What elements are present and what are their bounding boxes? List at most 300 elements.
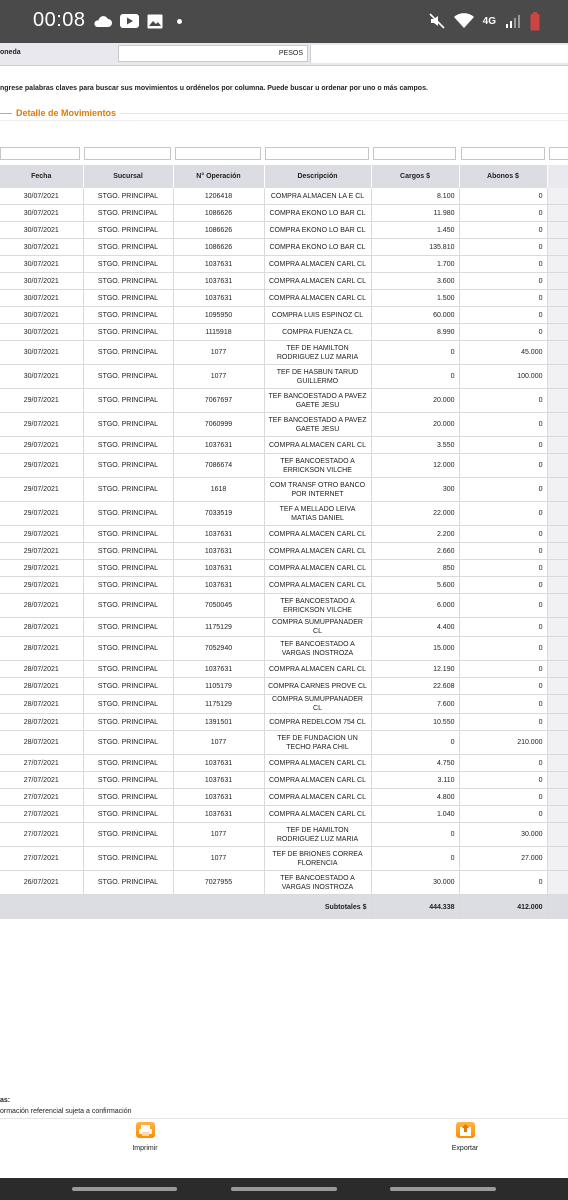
cell-cargos: 0 [371,847,459,871]
cell-extra [547,188,568,205]
table-row [0,341,568,365]
cell-sucursal: STGO. PRINCIPAL [83,847,173,871]
cell-fecha: 28/07/2021 [0,661,83,678]
cell-extra [547,526,568,543]
table-row [0,478,568,502]
cell-operacion: 7060999 [173,413,264,437]
cell-extra [547,678,568,695]
cell-sucursal: STGO. PRINCIPAL [83,239,173,256]
cell-descripcion: TEF BANCOESTADO A VARGAS INOSTROZA [264,637,371,661]
cell-abonos: 0 [459,188,547,205]
section-divider [0,120,568,121]
table-row [0,847,568,871]
cell-descripcion: COMPRA ALMACEN CARL CL [264,437,371,454]
cell-sucursal: STGO. PRINCIPAL [83,661,173,678]
cell-sucursal: STGO. PRINCIPAL [83,437,173,454]
wifi-icon [454,13,474,29]
print-label: Imprimir [132,1145,158,1152]
cell-operacion: 1105179 [173,678,264,695]
cell-fecha: 30/07/2021 [0,273,83,290]
cell-sucursal: STGO. PRINCIPAL [83,695,173,714]
cell-extra [547,637,568,661]
cell-extra [547,772,568,789]
table-row [0,526,568,543]
system-nav-bar [0,1178,568,1200]
cell-descripcion: COMPRA ALMACEN CARL CL [264,577,371,594]
cell-operacion: 1095950 [173,307,264,324]
cell-descripcion: TEF BANCOESTADO A PAVEZ GAETE JESU [264,413,371,437]
cell-cargos: 22.000 [371,502,459,526]
cell-abonos: 0 [459,239,547,256]
signal-icon [505,13,521,29]
cell-sucursal: STGO. PRINCIPAL [83,577,173,594]
cell-extra [547,437,568,454]
table-row [0,502,568,526]
cell-extra [547,847,568,871]
cell-abonos: 0 [459,772,547,789]
cell-sucursal: STGO. PRINCIPAL [83,772,173,789]
notes-title: as: [0,1097,11,1104]
section-divider [120,113,568,114]
column-header-sucursal[interactable]: Sucursal [83,165,173,188]
cell-sucursal: STGO. PRINCIPAL [83,731,173,755]
cell-sucursal: STGO. PRINCIPAL [83,188,173,205]
cell-cargos: 135.810 [371,239,459,256]
table-row [0,678,568,695]
export-label: Exportar [451,1145,479,1152]
subtotal-label: Subtotales $ [0,895,371,920]
cell-operacion: 1175129 [173,695,264,714]
cell-sucursal: STGO. PRINCIPAL [83,823,173,847]
cell-cargos: 8.100 [371,188,459,205]
cell-extra [547,823,568,847]
search-instructions: ngrese palabras claves para buscar sus movimientos u ordénelos por columna. Puede buscar u ordenar por uno o más campos. [0,85,428,92]
cell-sucursal: STGO. PRINCIPAL [83,618,173,637]
cell-abonos: 45.000 [459,341,547,365]
cell-cargos: 2.200 [371,526,459,543]
table-row [0,806,568,823]
cell-extra [547,273,568,290]
cell-abonos: 210.000 [459,731,547,755]
cell-operacion: 7052940 [173,637,264,661]
export-button[interactable] [425,1122,505,1152]
cell-sucursal: STGO. PRINCIPAL [83,594,173,618]
cell-cargos: 10.550 [371,714,459,731]
table-row [0,273,568,290]
cell-operacion: 1618 [173,478,264,502]
cell-cargos: 22.608 [371,678,459,695]
cell-fecha: 30/07/2021 [0,222,83,239]
cell-operacion: 7033519 [173,502,264,526]
cell-cargos: 0 [371,731,459,755]
cell-descripcion: TEF BANCOESTADO A ERRICKSON VILCHE [264,594,371,618]
cell-sucursal: STGO. PRINCIPAL [83,290,173,307]
cell-fecha: 30/07/2021 [0,205,83,222]
cell-sucursal: STGO. PRINCIPAL [83,871,173,895]
table-row [0,577,568,594]
cell-operacion: 1077 [173,341,264,365]
cell-descripcion: COMPRA SUMUPPANADER CL [264,695,371,714]
cell-sucursal: STGO. PRINCIPAL [83,789,173,806]
table-row [0,731,568,755]
cell-abonos: 0 [459,806,547,823]
table-row [0,871,568,895]
cell-operacion: 1391501 [173,714,264,731]
subtotal-abonos: 412.000 [459,895,547,920]
footer-divider [0,1118,568,1119]
cell-cargos: 1.500 [371,290,459,307]
cell-operacion: 1037631 [173,577,264,594]
cell-sucursal: STGO. PRINCIPAL [83,205,173,222]
cell-descripcion: TEF DE BRIONES CORREA FLORENCIA [264,847,371,871]
notification-dot-icon [177,19,182,24]
cell-fecha: 26/07/2021 [0,871,83,895]
cell-descripcion: COMPRA ALMACEN CARL CL [264,273,371,290]
currency-value: PESOS [278,50,303,57]
table-row [0,222,568,239]
cell-operacion: 1115918 [173,324,264,341]
cloud-icon [92,15,112,28]
cell-fecha: 30/07/2021 [0,307,83,324]
cell-abonos: 0 [459,526,547,543]
cell-cargos: 12.000 [371,454,459,478]
table-row [0,188,568,205]
table-row [0,789,568,806]
cell-fecha: 30/07/2021 [0,341,83,365]
cell-fecha: 27/07/2021 [0,806,83,823]
table-row [0,661,568,678]
cell-fecha: 30/07/2021 [0,324,83,341]
section-title: Detalle de Movimientos [16,108,117,118]
cell-cargos: 20.000 [371,413,459,437]
cell-extra [547,695,568,714]
cell-extra [547,222,568,239]
cell-abonos: 0 [459,256,547,273]
cell-cargos: 5.600 [371,577,459,594]
cell-operacion: 1077 [173,365,264,389]
cell-operacion: 7027955 [173,871,264,895]
cell-cargos: 15.000 [371,637,459,661]
cell-descripcion: COMPRA SUMUPPANADER CL [264,618,371,637]
cell-fecha: 28/07/2021 [0,637,83,661]
cell-sucursal: STGO. PRINCIPAL [83,341,173,365]
table-row [0,618,568,637]
column-header-cargos[interactable]: Cargos $ [371,165,459,188]
cell-abonos: 0 [459,324,547,341]
cell-abonos: 0 [459,543,547,560]
cell-descripcion: COMPRA CARNES PROVE CL [264,678,371,695]
cell-operacion: 1175129 [173,618,264,637]
cell-descripcion: COMPRA FUENZA CL [264,324,371,341]
nav-home-button[interactable] [231,1187,337,1191]
table-row [0,543,568,560]
notes-text: ormación referencial sujeta a confirmación [0,1108,132,1115]
cell-sucursal: STGO. PRINCIPAL [83,256,173,273]
cell-sucursal: STGO. PRINCIPAL [83,755,173,772]
table-row [0,365,568,389]
cell-operacion: 1037631 [173,290,264,307]
cell-extra [547,714,568,731]
table-row [0,307,568,324]
export-icon [456,1122,475,1138]
column-header-descripcion[interactable]: Descripción [264,165,371,188]
filter-input-cargos[interactable] [373,147,456,160]
cell-cargos: 3.600 [371,273,459,290]
currency-row [0,43,568,66]
cell-sucursal: STGO. PRINCIPAL [83,714,173,731]
cell-cargos: 1.700 [371,256,459,273]
cell-cargos: 4.800 [371,789,459,806]
cell-cargos: 4.750 [371,755,459,772]
cell-sucursal: STGO. PRINCIPAL [83,324,173,341]
column-filters [0,147,568,163]
cell-operacion: 1037631 [173,560,264,577]
table-header-row [0,165,568,188]
cell-descripcion: COMPRA LUIS ESPINOZ CL [264,307,371,324]
cell-descripcion: COMPRA ALMACEN CARL CL [264,661,371,678]
cell-descripcion: COMPRA EKONO LO BAR CL [264,222,371,239]
cell-fecha: 30/07/2021 [0,365,83,389]
cell-fecha: 28/07/2021 [0,714,83,731]
cell-extra [547,871,568,895]
cell-cargos: 60.000 [371,307,459,324]
cell-abonos: 0 [459,871,547,895]
cell-fecha: 29/07/2021 [0,543,83,560]
cell-cargos: 300 [371,478,459,502]
cell-abonos: 0 [459,577,547,594]
table-row [0,594,568,618]
cell-abonos: 30.000 [459,823,547,847]
cell-cargos: 1.450 [371,222,459,239]
youtube-icon [120,14,139,28]
cell-abonos: 0 [459,222,547,239]
column-header-fecha[interactable]: Fecha [0,165,83,188]
subtotal-row [0,895,568,920]
cell-abonos: 0 [459,695,547,714]
filter-input-operacion[interactable] [175,147,261,160]
table-row [0,437,568,454]
cell-cargos: 6.000 [371,594,459,618]
cell-fecha: 29/07/2021 [0,577,83,594]
cell-extra [547,478,568,502]
cell-abonos: 0 [459,560,547,577]
cell-descripcion: COMPRA ALMACEN CARL CL [264,560,371,577]
cell-extra [547,661,568,678]
mute-icon [429,13,445,29]
column-header-abonos[interactable]: Abonos $ [459,165,547,188]
currency-label: oneda [0,49,21,56]
table-row [0,823,568,847]
cell-sucursal: STGO. PRINCIPAL [83,413,173,437]
cell-extra [547,560,568,577]
cell-abonos: 0 [459,290,547,307]
cell-descripcion: COMPRA ALMACEN CARL CL [264,290,371,307]
cell-abonos: 0 [459,678,547,695]
nav-recents-button[interactable] [72,1187,177,1191]
cell-operacion: 1077 [173,847,264,871]
currency-select[interactable] [118,45,308,62]
cell-extra [547,389,568,413]
cell-sucursal: STGO. PRINCIPAL [83,526,173,543]
cell-operacion: 1037631 [173,437,264,454]
filter-input-extra[interactable] [549,147,568,160]
cell-sucursal: STGO. PRINCIPAL [83,637,173,661]
cell-cargos: 0 [371,341,459,365]
cell-fecha: 29/07/2021 [0,560,83,577]
gallery-icon [147,14,163,29]
table-row [0,772,568,789]
cell-abonos: 0 [459,714,547,731]
cell-abonos: 0 [459,413,547,437]
cell-descripcion: TEF DE FUNDACION UN TECHO PARA CHIL [264,731,371,755]
cell-extra [547,543,568,560]
cell-fecha: 28/07/2021 [0,695,83,714]
cell-cargos: 3.110 [371,772,459,789]
network-type-label: 4G [482,15,496,27]
cell-operacion: 1206418 [173,188,264,205]
table-row [0,714,568,731]
cell-fecha: 29/07/2021 [0,413,83,437]
movements-table [0,165,568,919]
status-bar [0,0,568,43]
cell-descripcion: COM TRANSF OTRO BANCO POR INTERNET [264,478,371,502]
cell-sucursal: STGO. PRINCIPAL [83,478,173,502]
cell-fecha: 29/07/2021 [0,526,83,543]
cell-fecha: 29/07/2021 [0,389,83,413]
cell-extra [547,365,568,389]
battery-icon [530,12,540,31]
cell-descripcion: COMPRA ALMACEN CARL CL [264,256,371,273]
cell-operacion: 1037631 [173,273,264,290]
cell-cargos: 20.000 [371,389,459,413]
cell-abonos: 0 [459,454,547,478]
cell-sucursal: STGO. PRINCIPAL [83,273,173,290]
cell-extra [547,577,568,594]
cell-operacion: 1037631 [173,772,264,789]
cell-cargos: 11.980 [371,205,459,222]
cell-abonos: 0 [459,637,547,661]
cell-abonos: 0 [459,755,547,772]
filter-input-abonos[interactable] [461,147,545,160]
cell-extra [547,755,568,772]
cell-operacion: 1037631 [173,661,264,678]
cell-sucursal: STGO. PRINCIPAL [83,502,173,526]
cell-descripcion: TEF BANCOESTADO A PAVEZ GAETE JESU [264,389,371,413]
cell-abonos: 27.000 [459,847,547,871]
cell-extra [547,324,568,341]
table-row [0,256,568,273]
cell-fecha: 27/07/2021 [0,772,83,789]
cell-cargos: 12.190 [371,661,459,678]
currency-row-filler [310,45,568,63]
cell-fecha: 30/07/2021 [0,290,83,307]
cell-abonos: 0 [459,618,547,637]
cell-descripcion: COMPRA EKONO LO BAR CL [264,205,371,222]
cell-sucursal: STGO. PRINCIPAL [83,307,173,324]
cell-extra [547,290,568,307]
table-row [0,454,568,478]
filter-input-fecha[interactable] [0,147,80,160]
cell-sucursal: STGO. PRINCIPAL [83,454,173,478]
cell-abonos: 0 [459,205,547,222]
cell-cargos: 1.040 [371,806,459,823]
cell-descripcion: TEF BANCOESTADO A VARGAS INOSTROZA [264,871,371,895]
cell-descripcion: COMPRA ALMACEN CARL CL [264,772,371,789]
cell-descripcion: COMPRA ALMACEN CARL CL [264,789,371,806]
cell-sucursal: STGO. PRINCIPAL [83,389,173,413]
print-button[interactable] [105,1122,185,1152]
cell-fecha: 29/07/2021 [0,454,83,478]
cell-fecha: 27/07/2021 [0,755,83,772]
cell-fecha: 27/07/2021 [0,823,83,847]
cell-abonos: 0 [459,594,547,618]
table-row [0,695,568,714]
print-icon [136,1122,155,1138]
table-row [0,560,568,577]
cell-abonos: 0 [459,478,547,502]
cell-abonos: 0 [459,661,547,678]
cell-extra [547,454,568,478]
cell-abonos: 0 [459,502,547,526]
cell-fecha: 30/07/2021 [0,239,83,256]
cell-sucursal: STGO. PRINCIPAL [83,543,173,560]
cell-extra [547,594,568,618]
table-row [0,637,568,661]
cell-extra [547,413,568,437]
table-row [0,205,568,222]
filter-input-sucursal[interactable] [84,147,171,160]
cell-cargos: 2.660 [371,543,459,560]
cell-cargos: 0 [371,823,459,847]
cell-extra [547,307,568,324]
cell-cargos: 3.550 [371,437,459,454]
cell-sucursal: STGO. PRINCIPAL [83,560,173,577]
cell-descripcion: COMPRA ALMACEN CARL CL [264,526,371,543]
cell-fecha: 29/07/2021 [0,478,83,502]
cell-operacion: 1077 [173,823,264,847]
cell-descripcion: COMPRA ALMACEN CARL CL [264,755,371,772]
cell-operacion: 7050045 [173,594,264,618]
cell-abonos: 0 [459,307,547,324]
cell-cargos: 30.000 [371,871,459,895]
cell-operacion: 1077 [173,731,264,755]
cell-descripcion: TEF DE HAMILTON RODRIGUEZ LUZ MARIA [264,341,371,365]
table-row [0,755,568,772]
section-divider [0,113,12,114]
subtotal-cargos: 444.338 [371,895,459,920]
column-header-operacion[interactable]: N° Operación [173,165,264,188]
cell-descripcion: COMPRA ALMACEN CARL CL [264,543,371,560]
cell-descripcion: COMPRA EKONO LO BAR CL [264,239,371,256]
cell-extra [547,341,568,365]
cell-fecha: 27/07/2021 [0,847,83,871]
cell-operacion: 7086674 [173,454,264,478]
nav-back-button[interactable] [390,1187,496,1191]
cell-extra [547,806,568,823]
cell-cargos: 850 [371,560,459,577]
cell-sucursal: STGO. PRINCIPAL [83,365,173,389]
cell-descripcion: TEF DE HAMILTON RODRIGUEZ LUZ MARIA [264,823,371,847]
cell-sucursal: STGO. PRINCIPAL [83,806,173,823]
cell-operacion: 1037631 [173,256,264,273]
cell-fecha: 29/07/2021 [0,502,83,526]
cell-fecha: 28/07/2021 [0,678,83,695]
cell-extra [547,731,568,755]
status-time: 00:08 [33,9,86,31]
cell-extra [547,618,568,637]
filter-input-descripcion[interactable] [265,147,369,160]
cell-fecha: 28/07/2021 [0,594,83,618]
